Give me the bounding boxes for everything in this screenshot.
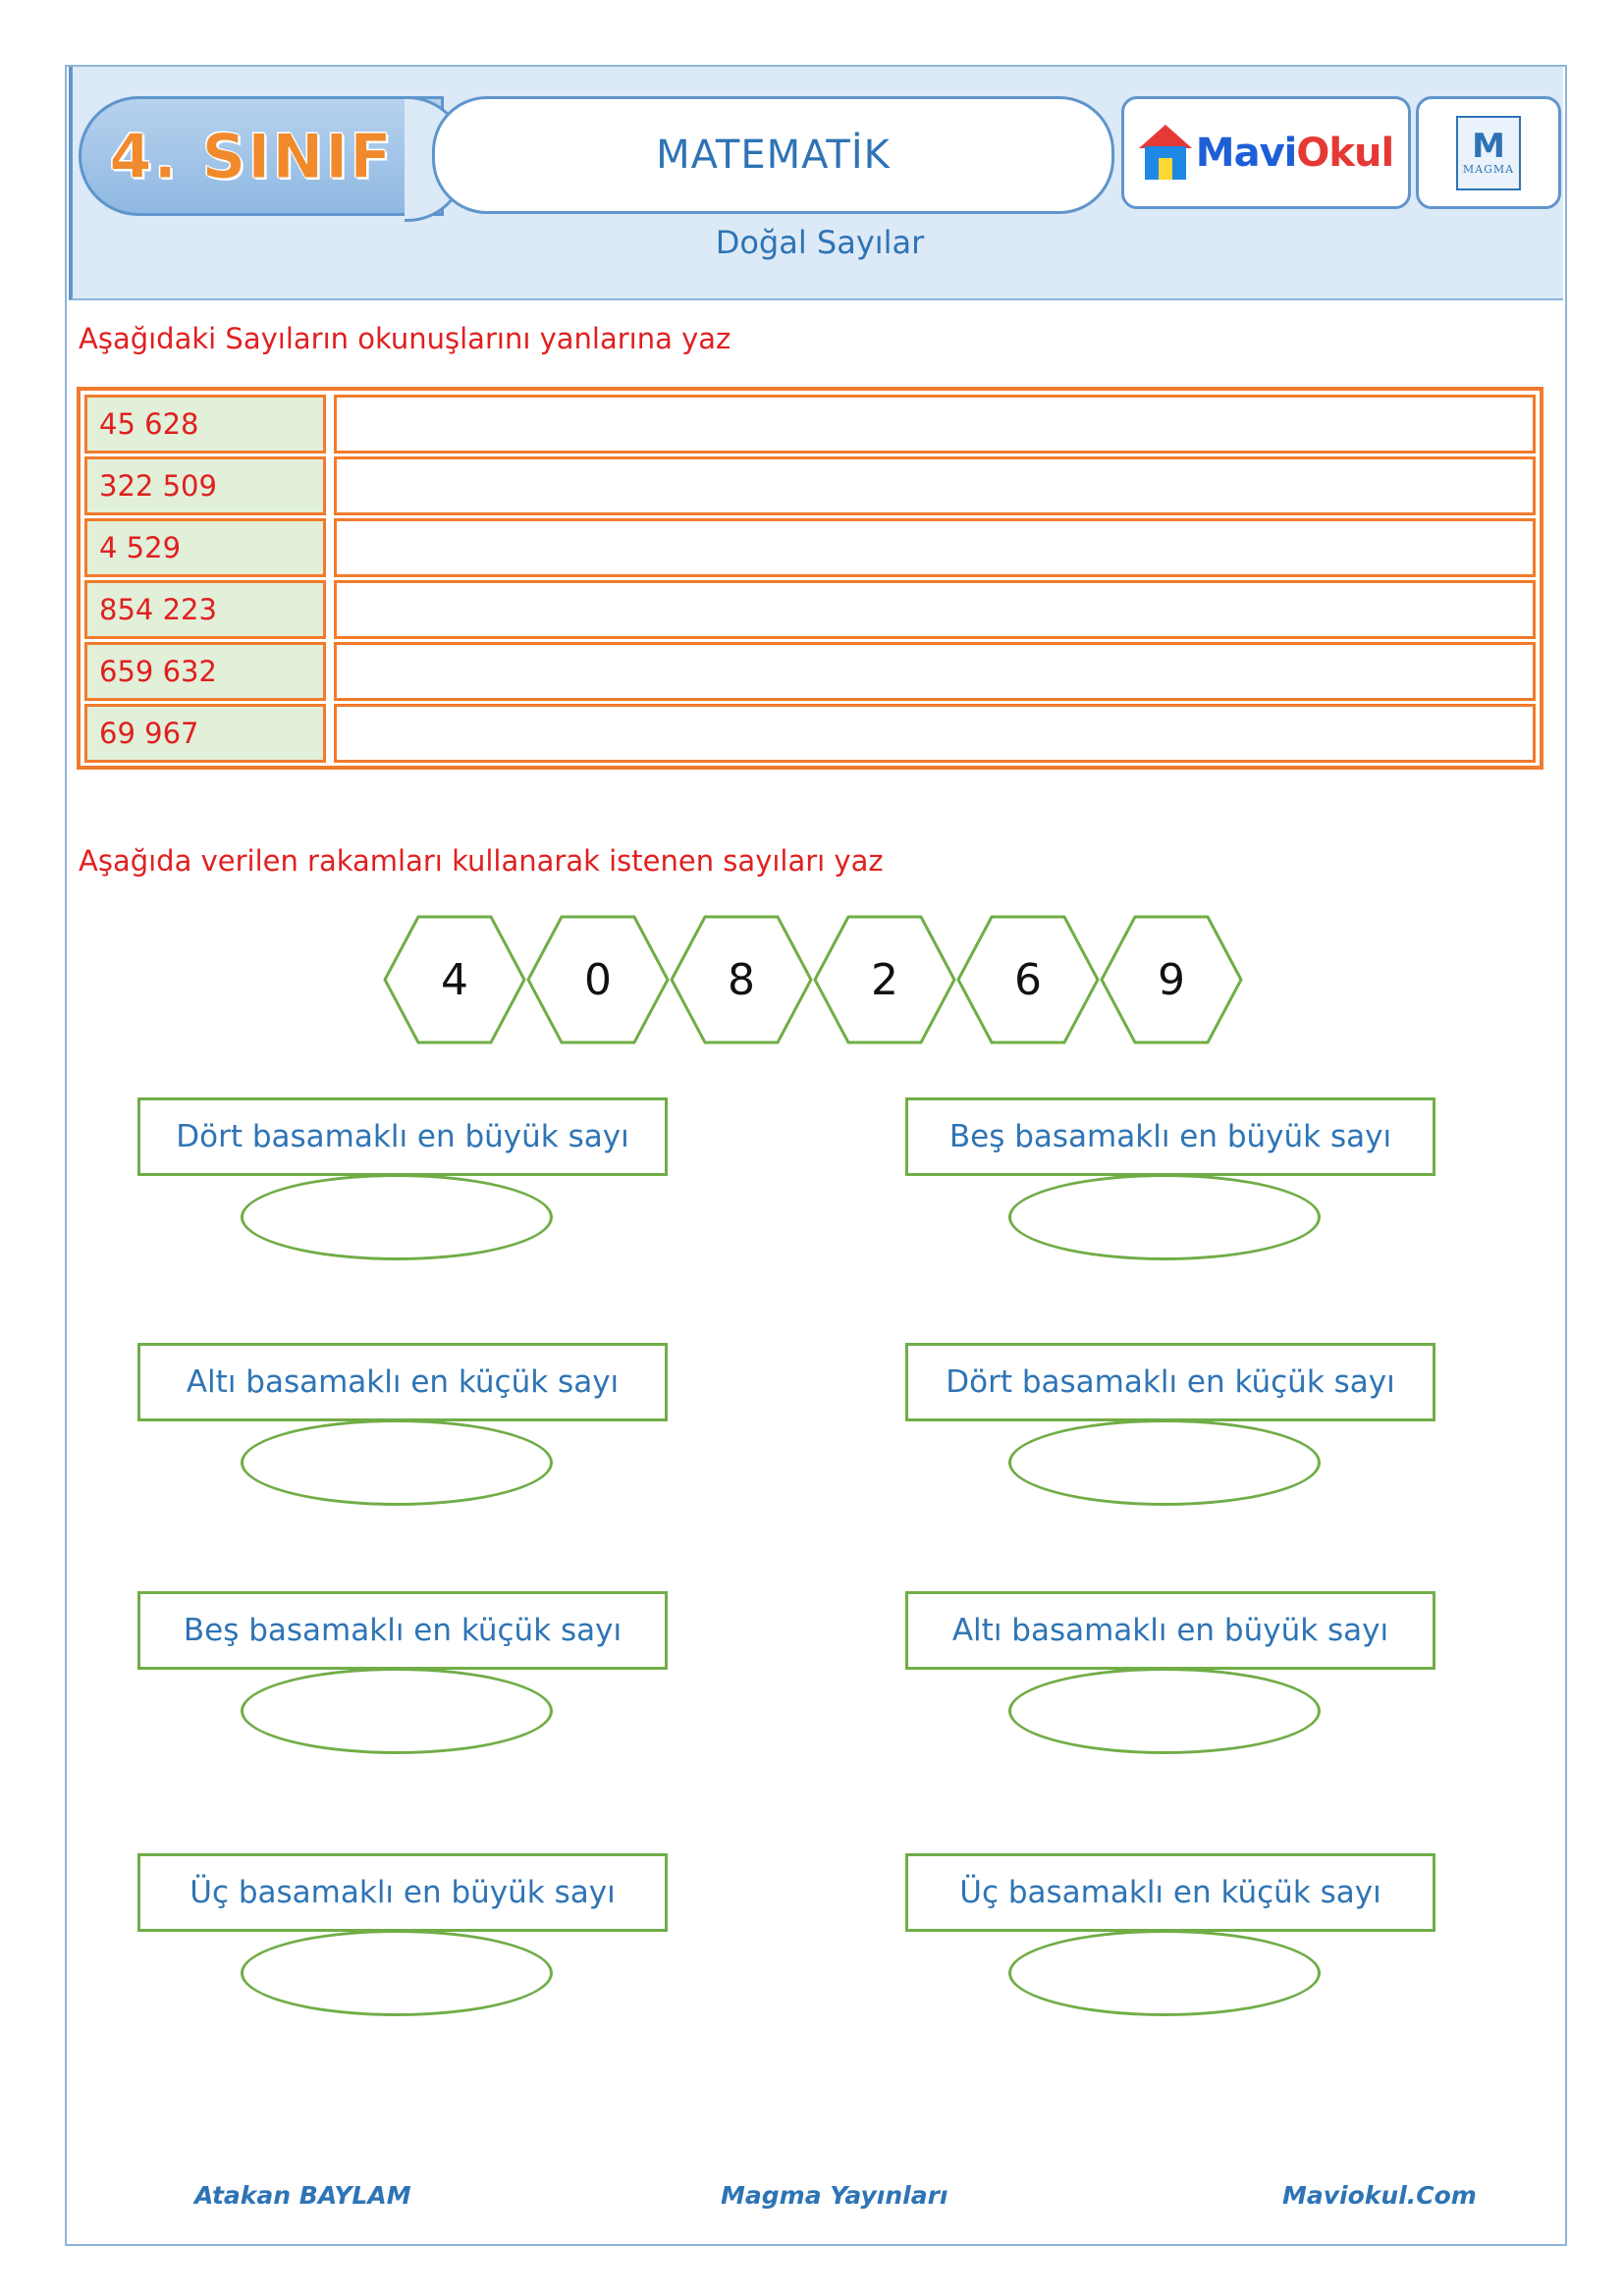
reading-answer-field[interactable]	[334, 456, 1536, 515]
number-cell: 854 223	[84, 580, 326, 639]
digit-value: 2	[871, 954, 898, 1005]
digit-hexagon	[670, 915, 813, 1044]
digit-value: 9	[1158, 954, 1185, 1005]
task-answer-oval[interactable]	[1008, 1174, 1321, 1260]
section2-title: Aşağıda verilen rakamları kullanarak istenen sayıları yaz	[79, 844, 884, 878]
number-cell: 4 529	[84, 518, 326, 577]
maviokul-logo-text: MaviOkul	[1195, 130, 1394, 176]
digit-hexagon	[813, 915, 956, 1044]
task-item	[905, 1591, 1435, 1756]
digit-hexagon	[526, 915, 670, 1044]
task-item	[137, 1591, 668, 1756]
table-row	[84, 580, 1536, 639]
task-item	[905, 1853, 1435, 2018]
topic-title: Doğal Sayılar	[715, 224, 925, 261]
task-label: Altı basamaklı en küçük sayı	[137, 1343, 668, 1421]
reading-answer-field[interactable]	[334, 580, 1536, 639]
table-row	[84, 395, 1536, 454]
table-row	[84, 518, 1536, 577]
number-cell: 69 967	[84, 704, 326, 763]
house-icon	[1139, 125, 1192, 182]
task-label: Üç basamaklı en büyük sayı	[137, 1853, 668, 1932]
digit-value: 6	[1014, 954, 1042, 1005]
grade-label: 4. SINIF	[109, 120, 394, 192]
task-label: Altı basamaklı en büyük sayı	[905, 1591, 1435, 1670]
numbers-table	[77, 387, 1543, 770]
task-label: Üç basamaklı en küçük sayı	[905, 1853, 1435, 1932]
digit-hexagon	[956, 915, 1100, 1044]
footer-author: Atakan BAYLAM	[194, 2181, 411, 2210]
task-item	[137, 1853, 668, 2018]
task-item	[905, 1343, 1435, 1508]
digit-value: 0	[584, 954, 612, 1005]
magma-emblem-icon: M MAGMA	[1456, 116, 1521, 190]
digit-hexagon	[1100, 915, 1243, 1044]
maviokul-logo	[1121, 96, 1411, 209]
task-label: Beş basamaklı en büyük sayı	[905, 1097, 1435, 1176]
task-label: Dört basamaklı en büyük sayı	[137, 1097, 668, 1176]
section1-title: Aşağıdaki Sayıların okunuşlarını yanlarına yaz	[79, 322, 731, 355]
number-cell: 659 632	[84, 642, 326, 701]
task-answer-oval[interactable]	[1008, 1419, 1321, 1506]
number-cell: 45 628	[84, 395, 326, 454]
footer-site-link[interactable]: Maviokul.Com	[1282, 2181, 1477, 2210]
task-item	[905, 1097, 1435, 1262]
task-answer-oval[interactable]	[1008, 1930, 1321, 2016]
reading-answer-field[interactable]	[334, 518, 1536, 577]
reading-answer-field[interactable]	[334, 704, 1536, 763]
reading-answer-field[interactable]	[334, 395, 1536, 454]
task-item	[137, 1097, 668, 1262]
table-row	[84, 456, 1536, 515]
subject-title: MATEMATİK	[656, 133, 891, 178]
task-item	[137, 1343, 668, 1508]
magma-logo	[1416, 96, 1561, 209]
grade-badge	[79, 96, 444, 216]
table-row	[84, 642, 1536, 701]
task-answer-oval[interactable]	[241, 1930, 553, 2016]
task-answer-oval[interactable]	[241, 1668, 553, 1754]
subject-box	[432, 96, 1114, 214]
footer-publisher: Magma Yayınları	[721, 2181, 948, 2210]
task-answer-oval[interactable]	[241, 1174, 553, 1260]
digit-value: 4	[441, 954, 468, 1005]
table-row	[84, 704, 1536, 763]
digit-hexagon	[383, 915, 526, 1044]
task-label: Beş basamaklı en küçük sayı	[137, 1591, 668, 1670]
task-label: Dört basamaklı en küçük sayı	[905, 1343, 1435, 1421]
task-answer-oval[interactable]	[241, 1419, 553, 1506]
task-answer-oval[interactable]	[1008, 1668, 1321, 1754]
number-cell: 322 509	[84, 456, 326, 515]
reading-answer-field[interactable]	[334, 642, 1536, 701]
digit-value: 8	[728, 954, 755, 1005]
